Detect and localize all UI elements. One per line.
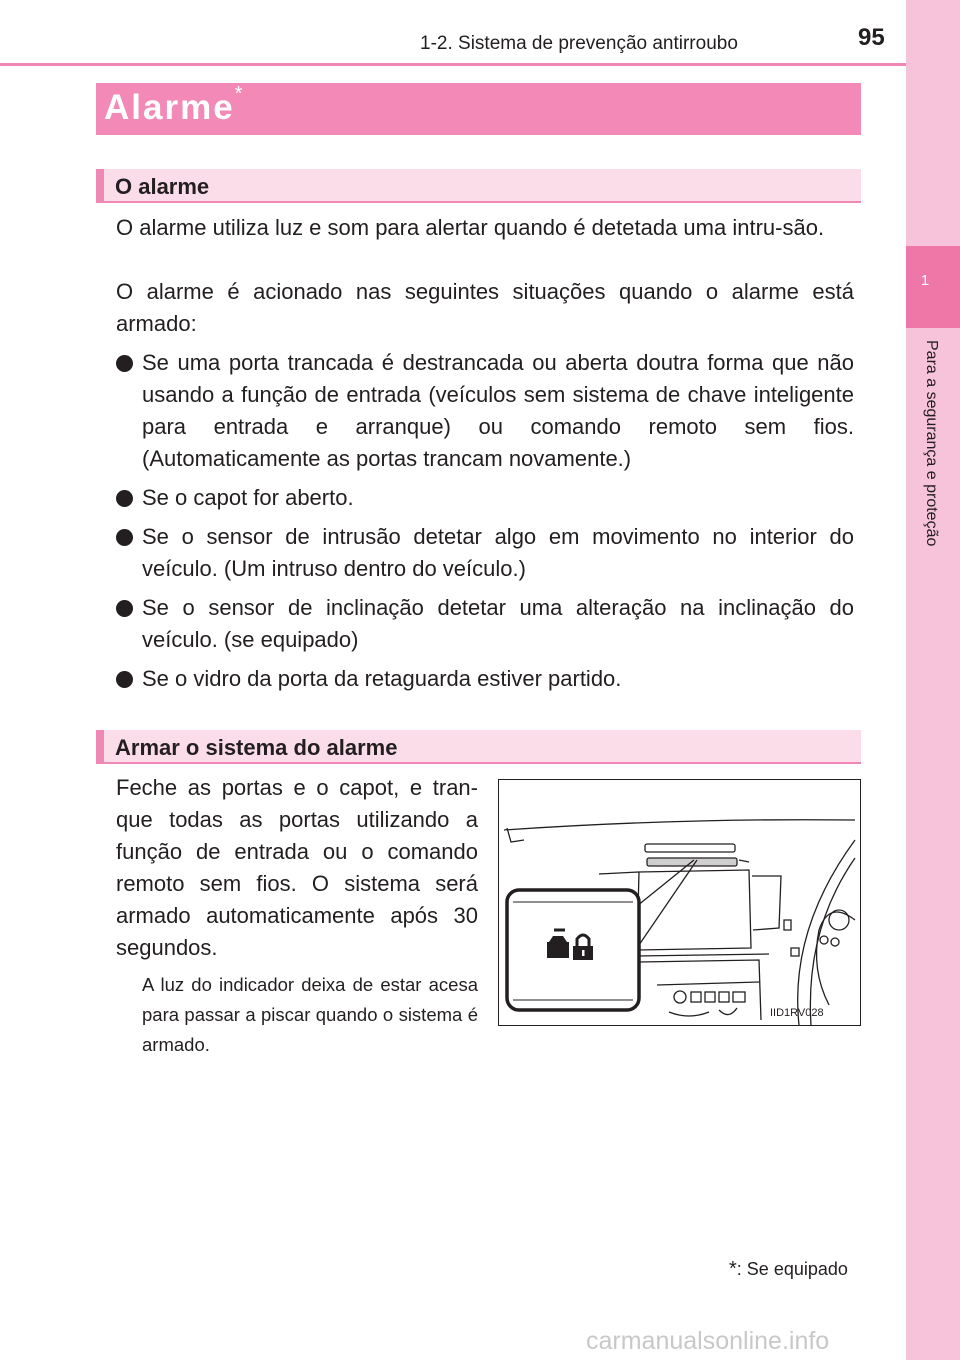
list-item-text: Se o vidro da porta da retaguarda estiver partido. — [142, 666, 622, 691]
bullet-icon — [116, 671, 133, 688]
list-item — [116, 347, 854, 475]
dashboard-illustration — [498, 779, 861, 1026]
list-item-text: Se uma porta trancada é destrancada ou aberta doutra forma que não usando a função de entrada (veículos sem sistema de chave inteligente para entrada e arranque) ou comando remoto sem fios. (Automaticamente as portas trancam novamente.) — [142, 350, 854, 471]
figure-code: IID1RV028 — [770, 1007, 824, 1019]
chapter-title: Para a segurança e proteção — [923, 340, 940, 547]
page-number: 95 — [858, 24, 885, 51]
equipped-mark: * — [729, 1258, 737, 1280]
footnote — [729, 1258, 848, 1281]
bullet-icon — [116, 355, 133, 372]
intro-paragraph-1: O alarme utiliza luz e som para alertar quando é detetada uma intru-são. — [116, 215, 825, 240]
page-title-text: Alarme — [104, 88, 235, 127]
section-header-bar — [96, 169, 861, 203]
bullet-icon — [116, 529, 133, 546]
section-title-arming: Armar o sistema do alarme — [115, 735, 398, 760]
section-path: 1-2. Sistema de prevenção antirroubo — [420, 33, 738, 54]
arming-note: A luz do indicador deixa de estar acesa para passar a piscar quando o sistema é armado. — [142, 974, 478, 1055]
page-title — [104, 83, 243, 128]
chapter-number: 1 — [920, 272, 930, 289]
list-item — [116, 592, 854, 656]
bullet-icon — [116, 600, 133, 617]
list-item — [116, 521, 854, 585]
header-divider — [0, 63, 906, 66]
list-item-text: Se o sensor de inclinação detetar uma alteração na inclinação do veículo. (se equipado) — [142, 595, 854, 652]
section-title-alarm: O alarme — [115, 174, 210, 199]
list-item — [116, 663, 854, 695]
list-item-text: Se o sensor de intrusão detetar algo em movimento no interior do veículo. (Um intruso dentro do veículo.) — [142, 524, 854, 581]
equipped-mark: * — [234, 83, 243, 106]
list-item — [116, 482, 854, 514]
watermark: carmanualsonline.info — [586, 1327, 830, 1355]
chapter-side-tab — [906, 0, 960, 1360]
intro-paragraph-2: O alarme é acionado nas seguintes situações quando o alarme está armado: — [116, 279, 854, 336]
dashboard-drawing — [499, 780, 861, 1026]
bullet-icon — [116, 490, 133, 507]
footnote-text: : Se equipado — [736, 1259, 848, 1279]
arming-paragraph: Feche as portas e o capot, e tran-que todas as portas utilizando a função de entrada ou o comando remoto sem fios. O sistema será armado automaticamente após 30 segundos. — [116, 775, 478, 960]
list-item-text: Se o capot for aberto. — [142, 485, 354, 510]
